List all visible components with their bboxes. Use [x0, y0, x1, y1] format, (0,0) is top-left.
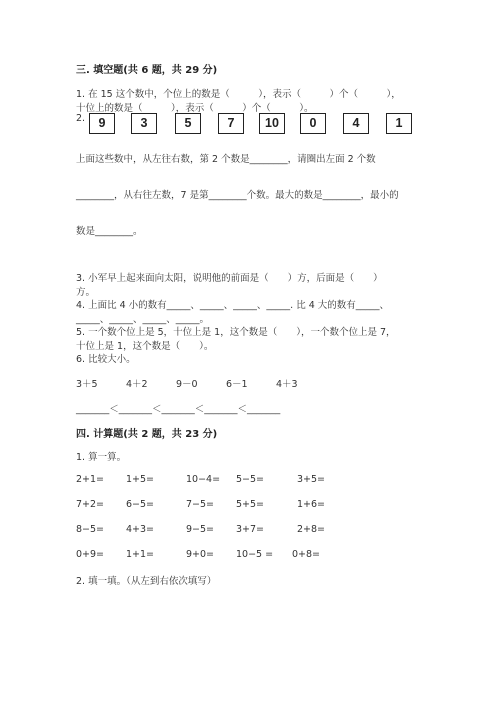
calc-item: 7+2= [76, 499, 105, 510]
compare-expression: 9－0 [176, 379, 198, 390]
compare-expression: 6－1 [226, 379, 248, 390]
q1-line1: 1. 在 15 这个数中，个位上的数是（ ），表示（ ）个（ ）， [76, 89, 401, 100]
calc-item: 3+7= [236, 524, 265, 535]
compare-chain: _______＜_______＜_______＜_______＜_______ [76, 404, 281, 415]
calc-label: 1. 算一算。 [76, 452, 127, 463]
q4-line1: 4. 上面比 4 小的数有_____、_____、_____、_____. 比 4 大的数有_____、 [76, 300, 390, 311]
calc-item: 4+3= [126, 524, 155, 535]
calc-item: 7−5= [186, 499, 215, 510]
calc-item: 0+9= [76, 549, 105, 560]
calc-item: 2+8= [297, 524, 326, 535]
fill-label: 2. 填一填。（从左到右依次填写） [76, 576, 217, 587]
calc-item: 1+6= [297, 499, 326, 510]
compare-expression: 4＋2 [126, 379, 148, 390]
q2-line3: 数是________。 [76, 226, 143, 237]
q4-line2: _____、_____、_____、_____。 [76, 314, 210, 325]
calc-item: 1+5= [126, 474, 155, 485]
calc-item: 9−5= [186, 524, 215, 535]
number-box: 10 [259, 113, 285, 134]
number-box: 5 [175, 113, 201, 134]
calc-item: 2+1= [76, 474, 105, 485]
calc-item: 6−5= [126, 499, 155, 510]
section-4-title: 四. 计算题(共 2 题，共 23 分) [76, 429, 218, 440]
calc-item: 3+5= [297, 474, 326, 485]
calc-item: 1+1= [126, 549, 155, 560]
q2-line2: ________，从右往左数，7 是第________个数。最大的数是________，最小的 [76, 190, 399, 201]
compare-expression: 4＋3 [276, 379, 298, 390]
calc-item: 9+0= [186, 549, 215, 560]
q6-label: 6. 比较大小。 [76, 354, 136, 365]
calc-item: 0+8= [292, 549, 321, 560]
q2-number: 2. [76, 113, 86, 124]
q5-line2: 十位上是 1，这个数是（ ）。 [76, 341, 214, 352]
q1-line2: 十位上的数是（ ），表示（ ）个（ ）。 [76, 103, 314, 114]
calc-item: 5+5= [236, 499, 265, 510]
q3-line1: 3. 小军早上起来面向太阳，说明他的前面是（ ）方，后面是（ ） [76, 273, 383, 284]
number-box: 7 [218, 113, 244, 134]
q5-line1: 5. 一个数个位上是 5，十位上是 1，这个数是（ ），一个数个位上是 7， [76, 327, 396, 338]
section-3-title: 三. 填空题(共 6 题，共 29 分) [76, 65, 218, 76]
number-box: 3 [131, 113, 157, 134]
calc-item: 10−5 = [236, 549, 274, 560]
number-box: 4 [343, 113, 369, 134]
q2-line1: 上面这些数中，从左往右数，第 2 个数是________，请圈出左面 2 个数 [76, 154, 376, 165]
number-box: 0 [300, 113, 326, 134]
compare-expression: 3＋5 [76, 379, 98, 390]
calc-item: 8−5= [76, 524, 105, 535]
number-box: 1 [386, 113, 412, 134]
number-box: 9 [89, 113, 115, 134]
q3-line2: 方。 [76, 287, 96, 298]
calc-item: 5−5= [236, 474, 265, 485]
calc-item: 10−4= [186, 474, 221, 485]
